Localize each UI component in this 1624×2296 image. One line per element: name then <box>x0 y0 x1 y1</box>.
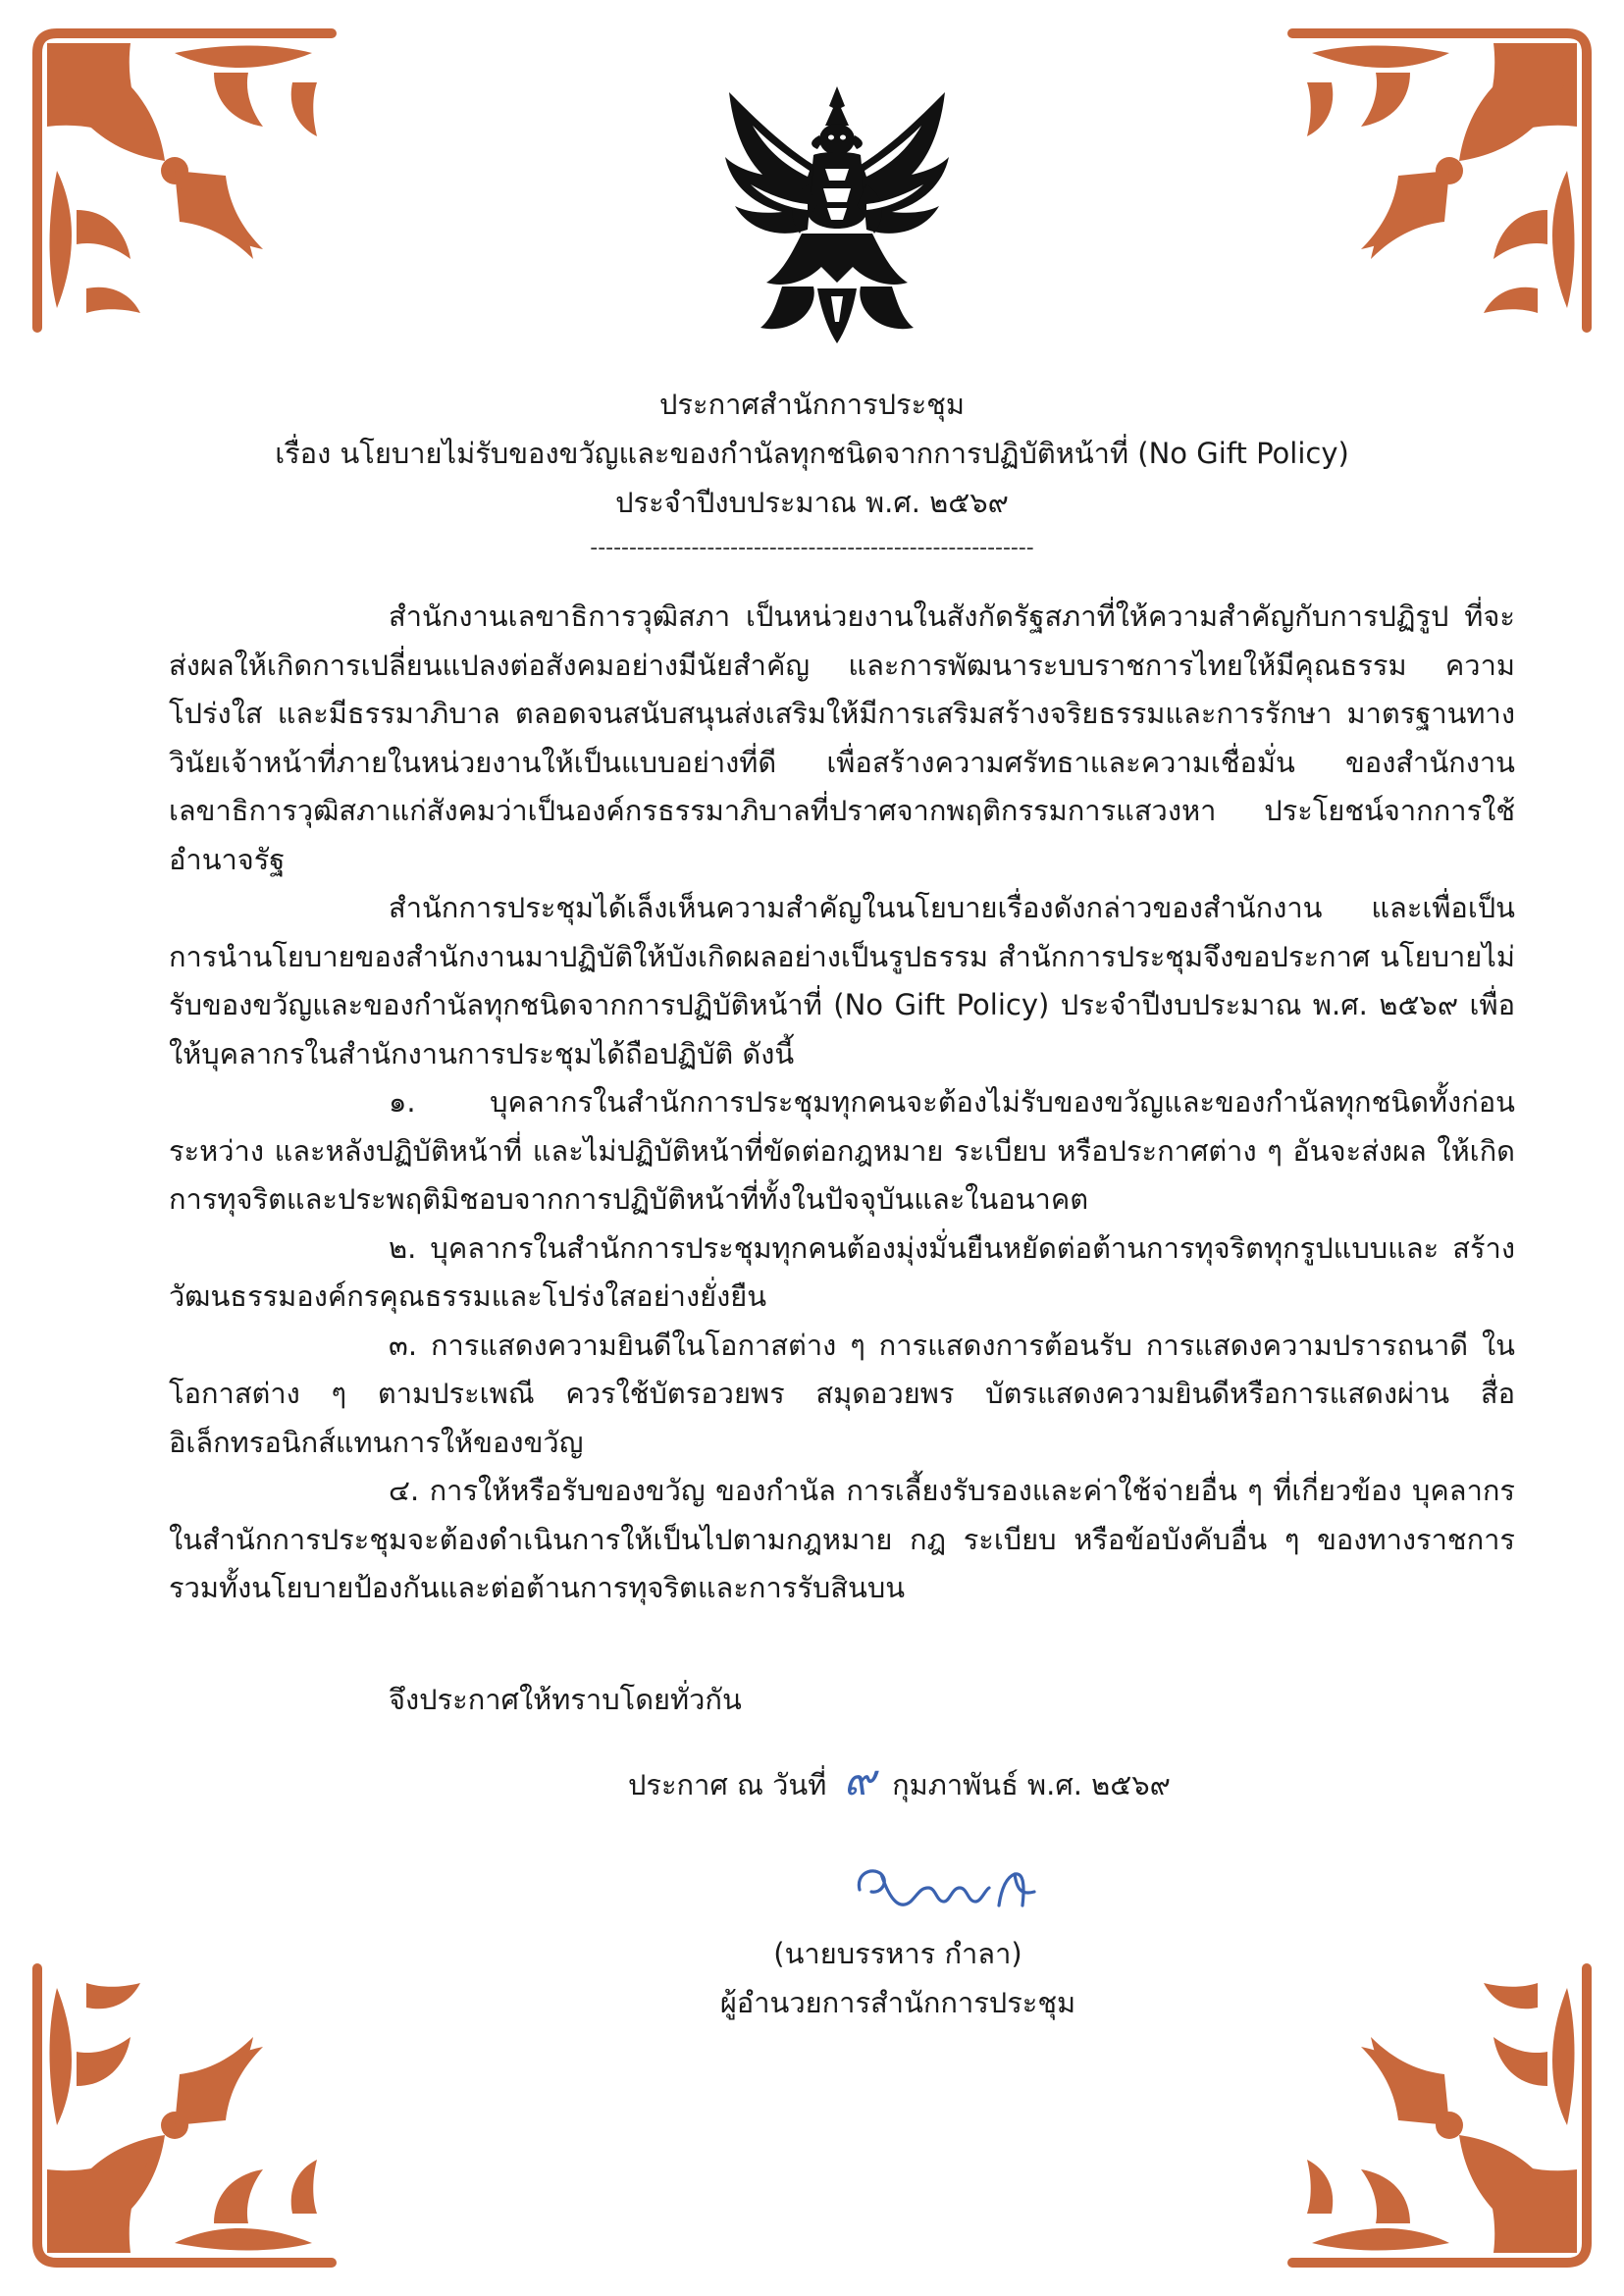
closing-statement: จึงประกาศให้ทราบโดยทั่วกัน <box>389 1683 742 1716</box>
announcement-body <box>169 593 1515 1613</box>
date-prefix: ประกาศ ณ วันที่ <box>628 1768 827 1801</box>
divider-rule: --------------------------------------------------------- <box>590 536 1034 560</box>
body-paragraph: สำนักงานเลขาธิการวุฒิสภา เป็นหน่วยงานในสังกัดรัฐสภาที่ให้ความสำคัญกับการปฏิรูป ที่จะส่งผลให้เกิดการเปลี่ยนแปลงต่อสังคมอย่างมีนัยสำคัญ และการพัฒนาระบบราชการไทยให้มีคุณธรรม ความโปร่งใส และมีธรรมาภิบาล ตลอดจนสนับสนุนส่งเสริมให้มีการเสริมสร้างจริยธรรมและการรักษา มาตรฐานทางวินัยเจ้าหน้าที่ภายในหน่วยงานให้เป็นแบบอย่างที่ดี เพื่อสร้างความศรัทธาและความเชื่อมั่น ของสำนักงานเลขาธิการวุฒิสภาแก่สังคมว่าเป็นองค์กรธรรมาภิบาลที่ปราศจากพฤติกรรมการแสวงหา ประโยชน์จากการใช้อำนาจรัฐ <box>169 600 1515 876</box>
fiscal-year: ประจำปีงบประมาณ พ.ศ. ๒๕๖๙ <box>615 486 1009 519</box>
signer-position: ผู้อำนวยการสำนักการประชุม <box>719 1986 1076 2019</box>
announcement-title: ประกาศสำนักการประชุม <box>659 388 965 421</box>
floral-corner-ornament-icon <box>1283 14 1606 338</box>
signer-name: (นายบรรหาร กำลา) <box>773 1937 1022 1970</box>
garuda-emblem <box>723 86 951 345</box>
policy-item-4: ๔. การให้หรือรับของขวัญ ของกำนัล การเลี้ยงรับรองและค่าใช้จ่ายอื่น ๆ ที่เกี่ยวข้อง บุคลากรในสำนักการประชุมจะต้องดำเนินการให้เป็นไปตามกฎหมาย กฎ ระเบียบ หรือข้อบังคับอื่น ๆ ของทางราชการ รวมทั้งนโยบายป้องกันและต่อต้านการทุจริตและการรับสินบน <box>169 1474 1515 1604</box>
announcement-subject: เรื่อง นโยบายไม่รับของขวัญและของกำนัลทุกชนิดจากการปฏิบัติหน้าที่ (No Gift Policy) <box>275 437 1349 470</box>
body-paragraph: สำนักการประชุมได้เล็งเห็นความสำคัญในนโยบายเรื่องดังกล่าวของสำนักงาน และเพื่อเป็น การนำนโยบายของสำนักงานมาปฏิบัติให้บังเกิดผลอย่างเป็นรูปธรรม สำนักการประชุมจึงขอประกาศ นโยบายไม่รับของขวัญและของกำนัลทุกชนิดจากการปฏิบัติหน้าที่ (No Gift Policy) ประจำปีงบประมาณ พ.ศ. ๒๕๖๙ เพื่อให้บุคลากรในสำนักงานการประชุมได้ถือปฏิบัติ ดังนี้ <box>169 891 1515 1070</box>
floral-corner-ornament-icon <box>18 14 341 338</box>
policy-item-2: ๒. บุคลากรในสำนักการประชุมทุกคนต้องมุ่งมั่นยืนหยัดต่อต้านการทุจริตทุกรูปแบบและ สร้างวัฒนธรรมองค์กรคุณธรรมและโปร่งใสอย่างยั่งยืน <box>169 1230 1515 1313</box>
date-month-year: กุมภาพันธ์ พ.ศ. ๒๕๖๙ <box>892 1768 1171 1801</box>
handwritten-signature <box>842 1845 1048 1933</box>
date-day-handwritten: ๙ <box>843 1755 875 1805</box>
announcement-date <box>628 1755 1171 1806</box>
garuda-emblem-icon <box>723 86 951 345</box>
signature-icon <box>842 1845 1048 1933</box>
policy-item-1: ๑. บุคลากรในสำนักการประชุมทุกคนจะต้องไม่รับของขวัญและของกำนัลทุกชนิดทั้งก่อน ระหว่าง และหลังปฏิบัติหน้าที่ และไม่ปฏิบัติหน้าที่ขัดต่อกฎหมาย ระเบียบ หรือประกาศต่าง ๆ อันจะส่งผล ให้เกิดการทุจริตและประพฤติมิชอบจากการปฏิบัติหน้าที่ทั้งในปัจจุบันและในอนาคต <box>169 1085 1515 1216</box>
corner-ornament-top-left <box>18 14 341 338</box>
corner-ornament-top-right <box>1283 14 1606 338</box>
policy-item-3: ๓. การแสดงความยินดีในโอกาสต่าง ๆ การแสดงการต้อนรับ การแสดงความปรารถนาดี ในโอกาสต่าง ๆ ตามประเพณี ควรใช้บัตรอวยพร สมุดอวยพร บัตรแสดงความยินดีหรือการแสดงผ่าน สื่ออิเล็กทรอนิกส์แทนการให้ของขวัญ <box>169 1328 1515 1459</box>
